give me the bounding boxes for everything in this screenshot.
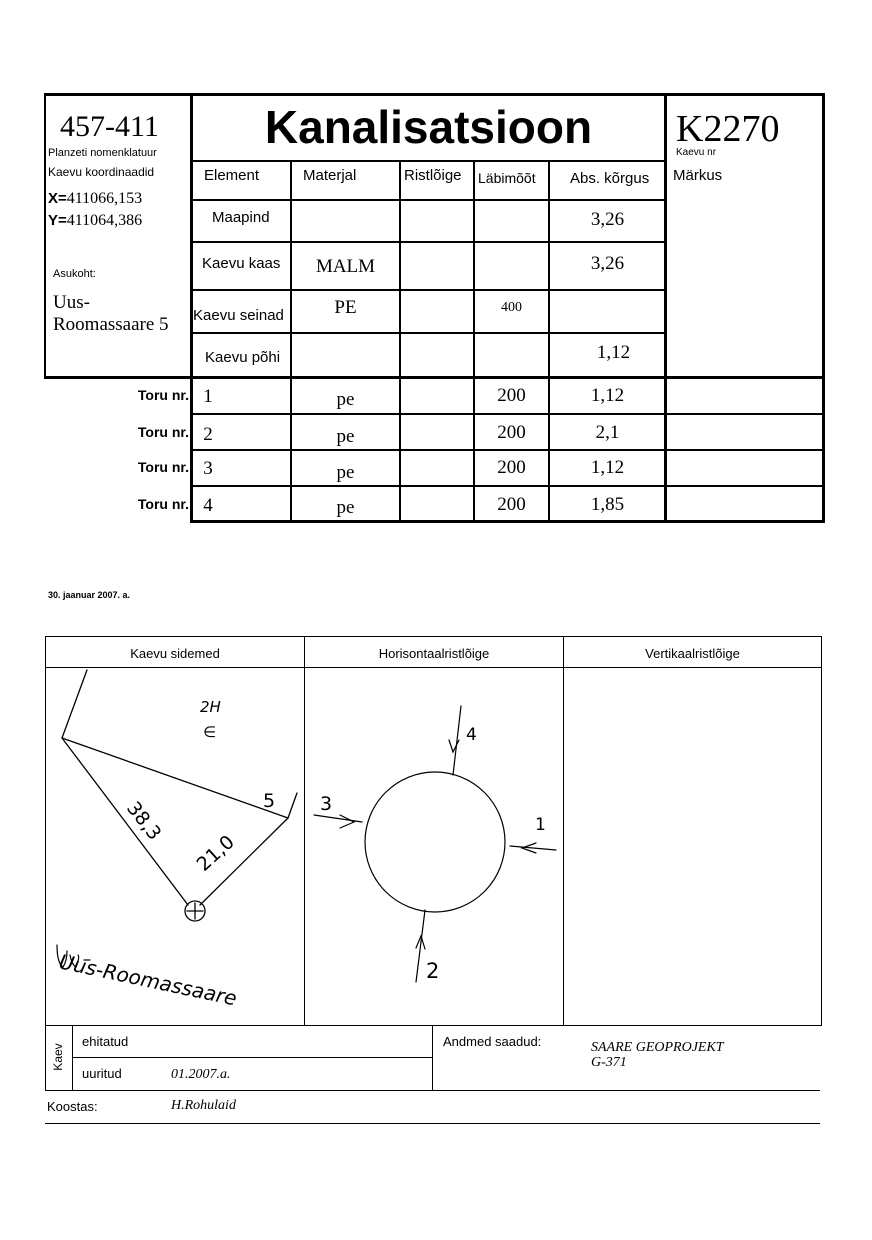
- x-label: X=: [48, 190, 67, 207]
- y-value: 411064,386: [66, 212, 143, 229]
- pipe-direction-label: 3: [320, 793, 333, 815]
- pipe-direction-label: 4: [466, 725, 477, 745]
- panel-title-links: Kaevu sidemed: [130, 646, 220, 661]
- kaev-label: Kaev: [51, 1043, 65, 1071]
- row-abs-height: 1,12: [596, 342, 631, 363]
- sketch-distance-1: 38,3: [122, 797, 166, 845]
- header-remarks: Märkus: [673, 167, 723, 184]
- pipe-abs-height: 2,1: [595, 422, 620, 443]
- location-label: Asukoht:: [53, 268, 96, 280]
- sketch-distance-2: 21,0: [192, 831, 239, 876]
- page-title: Kanalisatsioon: [264, 101, 593, 153]
- header-cross-section: Ristlõige: [404, 167, 462, 184]
- y-label: Y=: [48, 212, 67, 229]
- header-material: Materjal: [303, 167, 357, 184]
- pipe-label: Toru nr.: [137, 387, 189, 403]
- row-diameter: 400: [501, 300, 522, 315]
- compiled-label: Koostas:: [47, 1099, 98, 1114]
- nomenclature-label: Planzeti nomenklatuur: [48, 147, 157, 159]
- pipe-number: 3: [203, 458, 213, 479]
- pipe-number: 2: [203, 424, 213, 445]
- well-number-value: K2270: [676, 108, 780, 150]
- pipe-direction-label: 1: [535, 815, 546, 835]
- pipe-diameter: 200: [497, 457, 526, 478]
- row-abs-height: 3,26: [590, 253, 625, 274]
- pipe-number: 1: [203, 386, 213, 407]
- pipe-diameter: 200: [497, 385, 526, 406]
- built-label: ehitatud: [82, 1034, 129, 1049]
- pipe-abs-height: 1,12: [590, 457, 625, 478]
- row-element: Maapind: [212, 209, 270, 226]
- pipe-label: Toru nr.: [137, 424, 189, 440]
- data-source-line1: SAARE GEOPROJEKT: [591, 1040, 724, 1055]
- pipe-label: Toru nr.: [137, 496, 189, 512]
- surveyed-label: uuritud: [82, 1066, 122, 1081]
- row-abs-height: 3,26: [590, 209, 625, 230]
- well-number-label: Kaevu nr: [676, 147, 717, 158]
- pipe-diameter: 200: [497, 494, 526, 515]
- panel-title-vertical: Vertikaalristlõige: [645, 646, 740, 661]
- header-abs-height: Abs. kõrgus: [570, 170, 650, 187]
- pipe-label: Toru nr.: [137, 459, 189, 475]
- location-line2: Roomassaare 5: [53, 314, 169, 335]
- pipe-diameter: 200: [497, 422, 526, 443]
- row-element: Kaevu kaas: [202, 255, 281, 272]
- data-source-line2: G-371: [591, 1055, 627, 1070]
- document-date: 30. jaanuar 2007. a.: [48, 590, 131, 600]
- pipe-material: pe: [336, 389, 355, 410]
- pipe-material: pe: [336, 497, 355, 518]
- nomenclature-value: 457-411: [60, 110, 159, 143]
- coordinates-label: Kaevu koordinaadid: [48, 165, 155, 179]
- header-diameter: Läbimõõt: [478, 170, 536, 186]
- compiled-value: H.Rohulaid: [171, 1098, 236, 1113]
- x-value: 411066,153: [66, 190, 143, 207]
- row-material: MALM: [315, 256, 376, 277]
- sketch-note-top: 2H: [200, 698, 221, 716]
- pipe-material: pe: [336, 462, 355, 483]
- pipe-direction-label: 2: [426, 959, 440, 983]
- location-line1: Uus-: [53, 292, 90, 313]
- pipe-abs-height: 1,85: [590, 494, 625, 515]
- row-element: Kaevu seinad: [193, 307, 284, 324]
- data-received-label: Andmed saadud:: [443, 1034, 542, 1049]
- sketch-note-sub: ∈: [203, 723, 217, 741]
- pipe-number: 4: [203, 495, 213, 516]
- sketch-street-name: Uus-Roomassaare: [56, 949, 239, 1011]
- pipe-abs-height: 1,12: [590, 385, 625, 406]
- sketch-point-label: 5: [263, 790, 276, 812]
- header-element: Element: [204, 167, 260, 184]
- pipe-material: pe: [336, 426, 355, 447]
- row-material: PE: [334, 297, 357, 318]
- surveyed-value: 01.2007.a.: [171, 1067, 231, 1082]
- panel-title-horizontal: Horisontaalristlõige: [378, 646, 490, 661]
- row-element: Kaevu põhi: [205, 349, 281, 366]
